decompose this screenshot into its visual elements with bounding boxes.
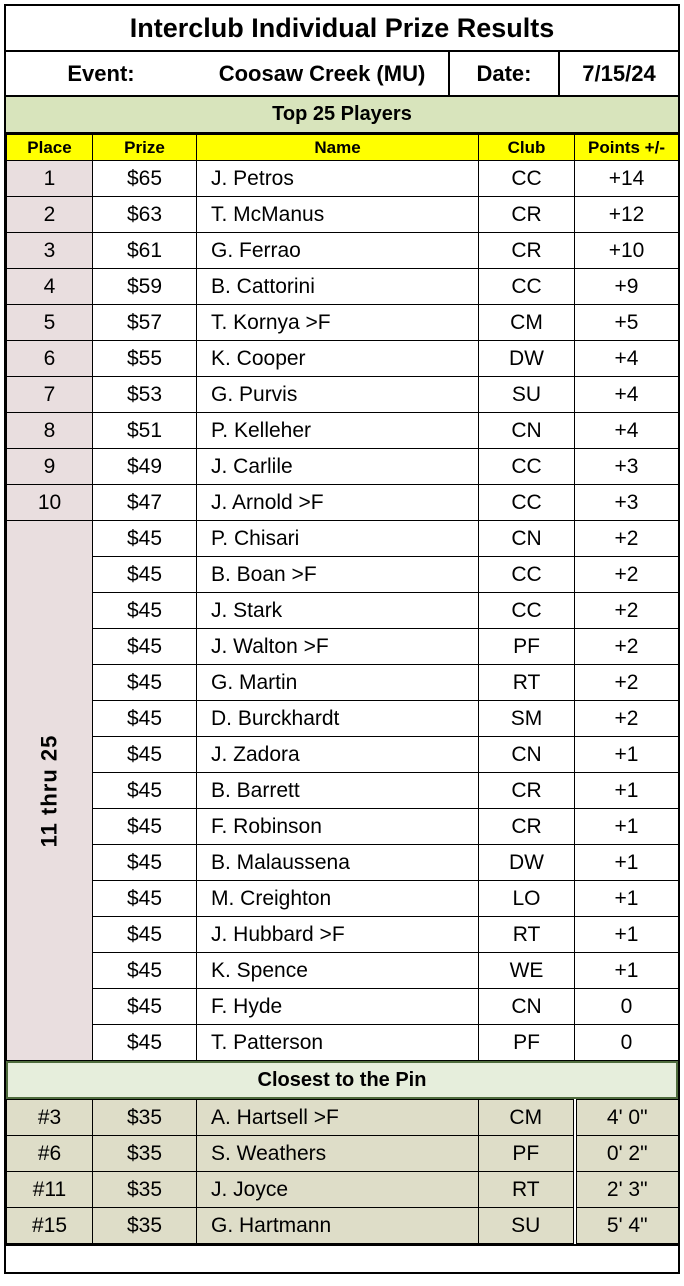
name-cell: S. Weathers — [197, 1136, 479, 1172]
points-cell: +3 — [575, 485, 679, 521]
date-value: 7/15/24 — [582, 60, 656, 86]
points-cell: +4 — [575, 377, 679, 413]
prize-cell: $45 — [93, 845, 197, 881]
club-cell: CR — [479, 197, 575, 233]
prize-cell: $45 — [93, 629, 197, 665]
distance-cell: 5' 4" — [575, 1208, 679, 1244]
name-cell: J. Carlile — [197, 449, 479, 485]
points-cell: +4 — [575, 413, 679, 449]
table-row — [7, 737, 679, 773]
place-cell: 4 — [7, 269, 93, 305]
name-cell: D. Burckhardt — [197, 701, 479, 737]
points-cell: +9 — [575, 269, 679, 305]
distance-cell: 0' 2" — [575, 1136, 679, 1172]
name-cell: B. Malaussena — [197, 845, 479, 881]
points-cell: +2 — [575, 701, 679, 737]
club-cell: CC — [479, 485, 575, 521]
club-cell: DW — [479, 845, 575, 881]
ctp-row — [7, 1208, 679, 1244]
hole-cell: #15 — [7, 1208, 93, 1244]
prize-cell: $45 — [93, 1025, 197, 1061]
prize-cell: $59 — [93, 269, 197, 305]
prize-cell: $49 — [93, 449, 197, 485]
name-cell: P. Kelleher — [197, 413, 479, 449]
club-cell: RT — [479, 665, 575, 701]
prize-cell: $45 — [93, 701, 197, 737]
table-row — [7, 449, 679, 485]
name-cell: G. Ferrao — [197, 233, 479, 269]
prize-cell: $45 — [93, 881, 197, 917]
club-cell: CN — [479, 521, 575, 557]
name-cell: M. Creighton — [197, 881, 479, 917]
col-header-name: Name — [197, 135, 479, 161]
prize-cell: $45 — [93, 989, 197, 1025]
table-row — [7, 1025, 679, 1061]
prize-cell: $45 — [93, 593, 197, 629]
name-cell: B. Boan >F — [197, 557, 479, 593]
club-cell: RT — [479, 917, 575, 953]
top-section-title: Top 25 Players — [6, 97, 678, 134]
col-header-points: Points +/- — [575, 135, 679, 161]
name-cell: T. Kornya >F — [197, 305, 479, 341]
sheet-title: Interclub Individual Prize Results — [6, 6, 678, 52]
prize-cell: $35 — [93, 1136, 197, 1172]
ctp-table — [6, 1099, 679, 1244]
table-row — [7, 917, 679, 953]
prize-cell: $47 — [93, 485, 197, 521]
club-cell: PF — [479, 629, 575, 665]
event-label: Event: — [67, 60, 135, 86]
place-cell: 10 — [7, 485, 93, 521]
prize-cell: $45 — [93, 665, 197, 701]
points-cell: +3 — [575, 449, 679, 485]
name-cell: A. Hartsell >F — [197, 1100, 479, 1136]
table-row — [7, 773, 679, 809]
club-cell: CR — [479, 233, 575, 269]
prize-cell: $45 — [93, 521, 197, 557]
club-cell: PF — [479, 1025, 575, 1061]
hole-cell: #3 — [7, 1100, 93, 1136]
points-cell: +1 — [575, 773, 679, 809]
club-cell: CC — [479, 269, 575, 305]
place-cell: 2 — [7, 197, 93, 233]
table-row — [7, 341, 679, 377]
table-row — [7, 521, 679, 557]
prize-cell: $45 — [93, 557, 197, 593]
table-row — [7, 629, 679, 665]
club-cell: SM — [479, 701, 575, 737]
name-cell: G. Martin — [197, 665, 479, 701]
event-row — [6, 52, 678, 97]
name-cell: J. Walton >F — [197, 629, 479, 665]
table-row — [7, 881, 679, 917]
name-cell: T. McManus — [197, 197, 479, 233]
points-cell: +2 — [575, 665, 679, 701]
table-row — [7, 305, 679, 341]
place-cell: 6 — [7, 341, 93, 377]
place-cell: 1 — [7, 161, 93, 197]
table-row — [7, 701, 679, 737]
distance-cell: 2' 3" — [575, 1172, 679, 1208]
club-cell: DW — [479, 341, 575, 377]
club-cell: CN — [479, 737, 575, 773]
table-row — [7, 593, 679, 629]
prize-cell: $35 — [93, 1208, 197, 1244]
name-cell: G. Hartmann — [197, 1208, 479, 1244]
results-table — [6, 134, 679, 1061]
hole-cell: #6 — [7, 1136, 93, 1172]
club-cell: CM — [479, 305, 575, 341]
points-cell: +2 — [575, 629, 679, 665]
date-label: Date: — [450, 52, 560, 95]
table-row — [7, 269, 679, 305]
name-cell: J. Arnold >F — [197, 485, 479, 521]
place-cell: 8 — [7, 413, 93, 449]
points-cell: +1 — [575, 845, 679, 881]
points-cell: 0 — [575, 1025, 679, 1061]
prize-cell: $57 — [93, 305, 197, 341]
place-cell: 5 — [7, 305, 93, 341]
points-cell: +1 — [575, 737, 679, 773]
points-cell: +1 — [575, 881, 679, 917]
name-cell: K. Cooper — [197, 341, 479, 377]
table-row — [7, 953, 679, 989]
col-header-place: Place — [7, 135, 93, 161]
club-cell: RT — [479, 1172, 575, 1208]
name-cell: J. Stark — [197, 593, 479, 629]
name-cell: J. Joyce — [197, 1172, 479, 1208]
table-row — [7, 485, 679, 521]
points-cell: +4 — [575, 341, 679, 377]
name-cell: J. Hubbard >F — [197, 917, 479, 953]
name-cell: T. Patterson — [197, 1025, 479, 1061]
col-header-club: Club — [479, 135, 575, 161]
club-cell: WE — [479, 953, 575, 989]
prize-cell: $63 — [93, 197, 197, 233]
points-cell: +2 — [575, 521, 679, 557]
group-place-label: 11 thru 25 — [36, 734, 62, 847]
prize-cell: $61 — [93, 233, 197, 269]
table-row — [7, 233, 679, 269]
club-cell: PF — [479, 1136, 575, 1172]
points-cell: +1 — [575, 917, 679, 953]
club-cell: LO — [479, 881, 575, 917]
table-row — [7, 989, 679, 1025]
place-cell: 3 — [7, 233, 93, 269]
place-cell: 9 — [7, 449, 93, 485]
distance-cell: 4' 0" — [575, 1100, 679, 1136]
club-cell: CR — [479, 773, 575, 809]
prize-cell: $45 — [93, 773, 197, 809]
name-cell: F. Hyde — [197, 989, 479, 1025]
ctp-row — [7, 1136, 679, 1172]
prize-cell: $53 — [93, 377, 197, 413]
ctp-title: Closest to the Pin — [6, 1061, 678, 1099]
ctp-row — [7, 1172, 679, 1208]
table-row — [7, 845, 679, 881]
table-row — [7, 197, 679, 233]
table-row — [7, 377, 679, 413]
club-cell: CC — [479, 449, 575, 485]
points-cell: +10 — [575, 233, 679, 269]
prize-cell: $65 — [93, 161, 197, 197]
club-cell: SU — [479, 1208, 575, 1244]
points-cell: 0 — [575, 989, 679, 1025]
name-cell: F. Robinson — [197, 809, 479, 845]
points-cell: +14 — [575, 161, 679, 197]
name-cell: B. Cattorini — [197, 269, 479, 305]
prize-cell: $45 — [93, 917, 197, 953]
prize-cell: $45 — [93, 809, 197, 845]
points-cell: +1 — [575, 809, 679, 845]
ctp-row — [7, 1100, 679, 1136]
name-cell: J. Petros — [197, 161, 479, 197]
points-cell: +2 — [575, 557, 679, 593]
place-cell: 7 — [7, 377, 93, 413]
club-cell: SU — [479, 377, 575, 413]
name-cell: J. Zadora — [197, 737, 479, 773]
table-row — [7, 557, 679, 593]
prize-cell: $51 — [93, 413, 197, 449]
event-value: Coosaw Creek (MU) — [196, 52, 450, 95]
club-cell: CC — [479, 557, 575, 593]
points-cell: +2 — [575, 593, 679, 629]
prize-cell: $45 — [93, 953, 197, 989]
footer-row — [6, 1244, 678, 1272]
club-cell: CR — [479, 809, 575, 845]
club-cell: CN — [479, 413, 575, 449]
prize-cell: $35 — [93, 1172, 197, 1208]
prize-cell: $55 — [93, 341, 197, 377]
prize-cell: $45 — [93, 737, 197, 773]
header-row — [7, 135, 679, 161]
club-cell: CC — [479, 161, 575, 197]
club-cell: CN — [479, 989, 575, 1025]
table-row — [7, 809, 679, 845]
name-cell: G. Purvis — [197, 377, 479, 413]
group-place-cell — [7, 521, 93, 1061]
prize-cell: $35 — [93, 1100, 197, 1136]
name-cell: P. Chisari — [197, 521, 479, 557]
table-row — [7, 161, 679, 197]
col-header-prize: Prize — [93, 135, 197, 161]
points-cell: +5 — [575, 305, 679, 341]
table-row — [7, 413, 679, 449]
club-cell: CC — [479, 593, 575, 629]
club-cell: CM — [479, 1100, 575, 1136]
hole-cell: #11 — [7, 1172, 93, 1208]
table-row — [7, 665, 679, 701]
prize-results-sheet — [4, 4, 680, 1274]
name-cell: B. Barrett — [197, 773, 479, 809]
name-cell: K. Spence — [197, 953, 479, 989]
points-cell: +1 — [575, 953, 679, 989]
points-cell: +12 — [575, 197, 679, 233]
